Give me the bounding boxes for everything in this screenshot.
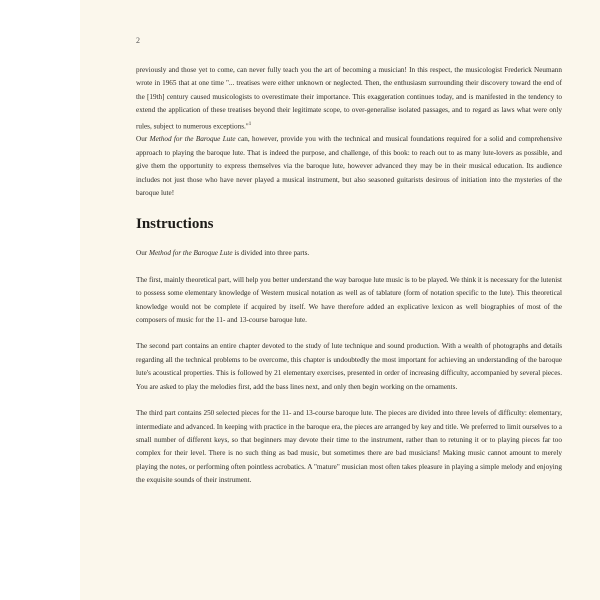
page-number: 2: [136, 36, 140, 45]
book-title: Method for the Baroque Lute: [148, 249, 233, 258]
footnote-marker: 1: [248, 121, 252, 127]
intro-paragraph-1-text: previously and those yet to come, can never fully teach you the art of becoming a musician! In this respect, the musicologist Frederick Neumann wrote in 1965 that at one time "... treatises were either unknown or neglected. Then, the enthusiasm surrounding their discovery toward the end of the [19th] century caused musicologists to overestimate their importance. This exaggeration continues today, and is manifested in the tendency to extend the application of these treatises beyond their legitimate scope, to over-generalise isolated passages, and to regard as laws what were only rules, subject to numerous exceptions.": [136, 66, 562, 131]
section-heading: Instructions: [136, 216, 214, 233]
document-page: [80, 0, 600, 600]
instructions-paragraph-1-lead: Our: [136, 249, 149, 258]
intro-paragraph-2: [136, 133, 562, 200]
intro-paragraph-2-text: can, however, provide you with the technical and musical foundations required for a solid and comprehensive approach to playing the baroque lute. That is indeed the purpose, and challenge, of this book: to reach out to as many lute-lovers as possible, and give them the opportunity to express themselves via the baroque lute, however advanced they may be in their musical education. Its audience includes not just those who have never played a musical instrument, but also seasoned guitarists desirous of initiation into the mysteries of the baroque lute!: [136, 135, 563, 198]
instructions-paragraph-3: The second part contains an entire chapter devoted to the study of lute technique and sound production. With a wealth of photographs and details regarding all the technical problems to be overcome, this chapter is undoubtedly the most important for achieving an understanding of the baroque lute's acoustical properties. This is followed by 21 elementary exercises, presented in order of increasing difficulty, accompanied by several pieces. You are asked to play the melodies first, add the bass lines next, and only then begin working on the ornaments.: [136, 342, 562, 391]
intro-paragraph-2-lead: Our: [136, 135, 150, 144]
instructions-paragraph-1: [136, 247, 562, 260]
instructions-paragraph-4: The third part contains 250 selected pieces for the 11- and 13-course baroque lute. The pieces are divided into three levels of difficulty: elementary, intermediate and advanced. In keeping with practice in the baroque era, the pieces are arranged by key and title. We preferred to limit ourselves to a small number of different keys, so that beginners may devote their time to the instrument, rather than to retuning it or to playing pieces far too complex for their level. There is no such thing as bad music, but sometimes there are bad musicians! Making music cannot amount to merely playing the notes, or performing often pointless acrobatics. A "mature" musician most often takes pleasure in playing a simple melody and enjoying the exquisite sounds of their instrument.: [136, 409, 562, 485]
intro-paragraph-1: [136, 64, 562, 133]
instructions-paragraph-2: The first, mainly theoretical part, will help you better understand the way baroque lute music is to be played. We think it is necessary for the lutenist to possess some elementary knowledge of Western musical notation as well as of tablature (form of notation specific to the lute). This theoretical knowledge would not be complete if acquired by itself. We have therefore added an explicative lexicon as well biographies of most of the composers of music for the 11- and 13-course baroque lute.: [136, 275, 562, 325]
instructions-paragraph-1-text: is divided into three parts.: [232, 249, 310, 258]
body-text: [136, 64, 562, 488]
book-title: Method for the Baroque Lute: [149, 135, 236, 144]
